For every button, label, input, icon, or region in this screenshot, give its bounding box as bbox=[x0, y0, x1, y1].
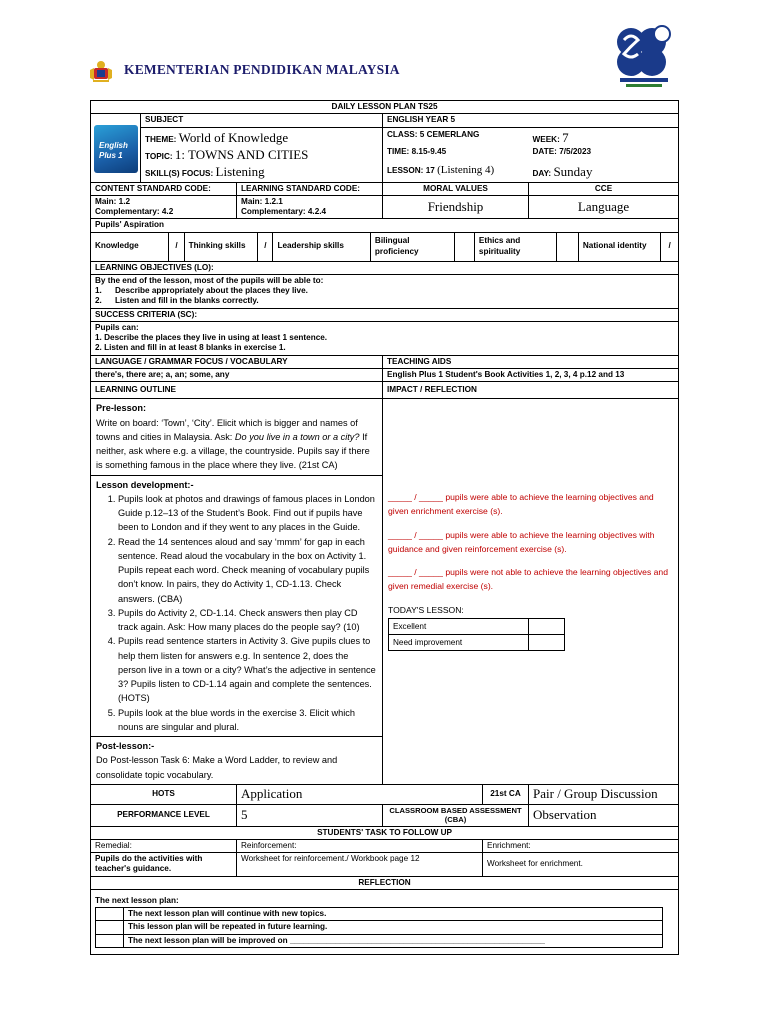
excellent-label: Excellent bbox=[389, 618, 529, 634]
lesson-plan-table bbox=[90, 100, 679, 955]
development-step: 5. Pupils look at the blue words in the exercise 3. Elicit which nouns are singular and plural. bbox=[118, 706, 377, 735]
teaching-aids-value: English Plus 1 Student's Book Activities 1, 2, 3, 4 p.12 and 13 bbox=[383, 368, 679, 381]
ministry-header bbox=[88, 56, 400, 86]
next-lesson-option: This lesson plan will be repeated in future learning. bbox=[124, 921, 663, 934]
content-standard-value: Main: 1.2 Complementary: 4.2 bbox=[91, 195, 237, 219]
next-lesson-option: The next lesson plan will continue with new topics. bbox=[124, 908, 663, 921]
option-checkbox[interactable] bbox=[96, 934, 124, 947]
ca-value: Pair / Group Discussion bbox=[529, 784, 679, 804]
impact-reinforcement: _____ / _____ pupils were able to achieve the learning objectives with guidance and given reinforcement exercise (s). bbox=[388, 529, 655, 554]
reinforcement-value: Worksheet for reinforcement./ Workbook page 12 bbox=[237, 853, 483, 877]
objective-item: Listen and fill in the blanks correctly. bbox=[115, 296, 259, 306]
ca-label: 21st CA bbox=[483, 784, 529, 804]
next-lesson-options bbox=[95, 907, 663, 948]
enrichment-label: Enrichment: bbox=[483, 839, 679, 852]
learning-standard-value: Main: 1.2.1 Complementary: 4.2.4 bbox=[237, 195, 383, 219]
aspiration-mark-knowledge: / bbox=[169, 233, 184, 261]
aspiration-mark-ethics bbox=[557, 233, 579, 261]
cba-value: Observation bbox=[529, 804, 679, 826]
objective-item: Describe appropriately about the places they live. bbox=[115, 286, 308, 295]
aspiration-title: Pupils' Aspiration bbox=[91, 219, 679, 232]
learning-outline bbox=[91, 399, 383, 785]
textbook-cover-icon: English Plus 1 bbox=[94, 125, 138, 173]
success-body: Pupils can: 1. Describe the places they live in using at least 1 sentence. 2. Listen and fill in at least 8 blanks in exercise 1. bbox=[91, 321, 679, 355]
next-lesson-option: The next lesson plan will be improved on ________________________________________________________ bbox=[124, 934, 663, 947]
learning-standard-label: LEARNING STANDARD CODE: bbox=[237, 182, 383, 195]
lesson-value: 17 bbox=[425, 165, 435, 175]
need-improvement-label: Need improvement bbox=[389, 634, 529, 650]
content-standard-label: CONTENT STANDARD CODE: bbox=[91, 182, 237, 195]
reflection-body bbox=[91, 889, 679, 954]
performance-level-value: 5 bbox=[237, 804, 383, 826]
language-focus-value: there's, there are; a, an; some, any bbox=[91, 368, 383, 381]
teaching-aids-label: TEACHING AIDS bbox=[383, 355, 679, 368]
objectives-title: LEARNING OBJECTIVES (LO): bbox=[91, 261, 679, 274]
followup-title: STUDENTS' TASK TO FOLLOW UP bbox=[91, 826, 679, 839]
development-step: 3. Pupils do Activity 2, CD-1.14. Check answers then play CD track again. Ask: How many places do the people say? (10) bbox=[118, 606, 377, 635]
date-value: 7/5/2023 bbox=[559, 146, 592, 156]
aspiration-label-knowledge: Knowledge bbox=[91, 233, 169, 261]
reflection-title: REFLECTION bbox=[91, 876, 679, 889]
reinforcement-label: Reinforcement: bbox=[237, 839, 483, 852]
week-block: WEEK: 7 DATE: 7/5/2023 DAY: Sunday bbox=[529, 127, 679, 182]
aspiration-label-national: National identity bbox=[578, 233, 660, 261]
textbook-thumbnail bbox=[91, 114, 141, 182]
moral-values-label: MORAL VALUES bbox=[383, 182, 529, 195]
moral-value: Friendship bbox=[383, 195, 529, 219]
todays-lesson-table bbox=[388, 618, 565, 651]
next-lesson-label: The next lesson plan: bbox=[95, 895, 179, 905]
skill-value: Listening bbox=[215, 163, 265, 179]
aspiration-label-leadership: Leadership skills bbox=[273, 233, 370, 261]
development-step: 4. Pupils read sentence starters in Activity 3. Give pupils clues to help them listen for answers e.g. In sentence 2, does the person live in a town or a city? What’s the adjective in sentence 3? Pupils listen to CD-1.14 again and complete the sentences. (HOTS) bbox=[118, 634, 377, 705]
success-title: SUCCESS CRITERIA (SC): bbox=[91, 308, 679, 321]
aspiration-row bbox=[91, 232, 679, 261]
impact-enrichment: _____ / _____ pupils were able to achieve the learning objectives and given enrichment exercise (s). bbox=[388, 492, 654, 516]
cce-label: CCE bbox=[529, 182, 679, 195]
success-item: 1. Describe the places they live in using at least 1 sentence. bbox=[95, 333, 328, 342]
aspiration-label-ethics: Ethics and spirituality bbox=[474, 233, 556, 261]
theme-value: World of Knowledge bbox=[178, 129, 289, 145]
class-value: 5 CEMERLANG bbox=[419, 129, 480, 139]
day-value: Sunday bbox=[553, 163, 593, 179]
learning-outline-label: LEARNING OUTLINE bbox=[91, 382, 383, 399]
remedial-value: Pupils do the activities with teacher's guidance. bbox=[91, 853, 237, 877]
todays-lesson-label: TODAY'S LESSON: bbox=[388, 604, 464, 615]
aspiration-label-bilingual: Bilingual proficiency bbox=[370, 233, 454, 261]
aspiration-mark-bilingual bbox=[455, 233, 474, 261]
development-step: 1. Pupils look at photos and drawings of famous places in London Guide p.12–13 of the Student’s Book. Find out if pupils have been to London and if they went to any places in the Guide. bbox=[118, 492, 377, 535]
malaysia-crest-icon bbox=[88, 58, 114, 84]
option-checkbox[interactable] bbox=[96, 921, 124, 934]
cba-label: CLASSROOM BASED ASSESSMENT (CBA) bbox=[383, 804, 529, 826]
pre-lesson-section: Pre-lesson: Write on board: ‘Town’, ‘City’. Elicit which is bigger and names of towns and cities in Malaysia. Ask: Do you live in a town or a city? If neither, ask where e.g. a village, the countryside. Pupils say if there is something famous in the place where they live. (21st CA) bbox=[91, 399, 382, 475]
remedial-label: Remedial: bbox=[91, 839, 237, 852]
excellent-checkbox[interactable] bbox=[529, 618, 565, 634]
performance-level-label: PERFORMANCE LEVEL bbox=[91, 804, 237, 826]
enrichment-value: Worksheet for enrichment. bbox=[483, 853, 679, 877]
impact-reflection bbox=[383, 399, 679, 785]
plan-title: DAILY LESSON PLAN TS25 bbox=[91, 101, 679, 114]
impact-label: IMPACT / REFLECTION bbox=[383, 382, 679, 399]
topic-value: 1: TOWNS AND CITIES bbox=[174, 146, 309, 162]
theme-block: THEME: World of Knowledge TOPIC: 1: TOWNS AND CITIES SKILL(S) FOCUS: Listening bbox=[141, 127, 383, 182]
time-value: 8.15-9.45 bbox=[411, 146, 447, 156]
option-checkbox[interactable] bbox=[96, 908, 124, 921]
subject-label: SUBJECT bbox=[141, 114, 383, 127]
subject-value: ENGLISH YEAR 5 bbox=[383, 114, 679, 127]
hots-label: HOTS bbox=[91, 784, 237, 804]
lesson-development-section: Lesson development:- 1. Pupils look at photos and drawings of famous places in London Guide p.12–13 of the Student’s Book. Find out if pupils have been to London and if they went to any places in the Guide. 2. Read the 14 sentences aloud and say ‘mmm’ for gap in each sentence. Read aloud the vocabulary in the box on Activity 1. Pupils repeat each word. Check meaning of vocabulary pupils don’t know. In pairs, they do Activity 1, CD-1.13. Check answers. (CBA) 3. Pupils do Activity 2, CD-1.14. Check answers then play CD track again. Ask: How many places do the people say? (10) 4. Pupils read sentence starters in Activity 3. Give pupils clues to help them listen for answers e.g. In sentence 2, does the person live in a town or a city? What’s the adjective in sentence 3? Pupils listen to CD-1.14 again and complete the sentences. (HOTS) 5. Pupils look at the blue words in the exercise 3. Elicit which nouns are singular and plural. bbox=[91, 476, 382, 737]
need-improvement-checkbox[interactable] bbox=[529, 634, 565, 650]
language-focus-label: LANGUAGE / GRAMMAR FOCUS / VOCABULARY bbox=[91, 355, 383, 368]
ministry-name: KEMENTERIAN PENDIDIKAN MALAYSIA bbox=[124, 62, 400, 77]
success-item: 2. Listen and fill in at least 8 blanks in exercise 1. bbox=[95, 343, 286, 353]
aspiration-label-thinking: Thinking skills bbox=[184, 233, 258, 261]
class-block: CLASS: 5 CEMERLANG TIME: 8.15-9.45 LESSON: 17 (Listening 4) bbox=[383, 127, 529, 182]
cce-value: Language bbox=[529, 195, 679, 219]
development-step: 2. Read the 14 sentences aloud and say ‘mmm’ for gap in each sentence. Read aloud the vocabulary in the box on Activity 1. Pupils repeat each word. Check meaning of vocabulary pupils don’t know. In pairs, they do Activity 1, CD-1.13. Check answers. (CBA) bbox=[118, 535, 377, 606]
aspiration-mark-thinking: / bbox=[258, 233, 273, 261]
lesson-note: (Listening 4) bbox=[437, 163, 495, 176]
objectives-body: By the end of the lesson, most of the pupils will be able to: 1. Describe appropriately about the places they live. 2. Listen and fill in the blanks correctly. bbox=[91, 274, 679, 308]
impact-remedial: _____ / _____ pupils were not able to achieve the learning objectives and given remedial exercise (s). bbox=[388, 567, 668, 591]
post-lesson-section: Post-lesson:- Do Post-lesson Task 6: Make a Word Ladder, to review and consolidate topic vocabulary. bbox=[91, 736, 382, 784]
hots-value: Application bbox=[237, 784, 483, 804]
week-value: 7 bbox=[562, 129, 569, 145]
aspiration-mark-national: / bbox=[661, 233, 678, 261]
ts25-logo-icon bbox=[606, 20, 682, 92]
